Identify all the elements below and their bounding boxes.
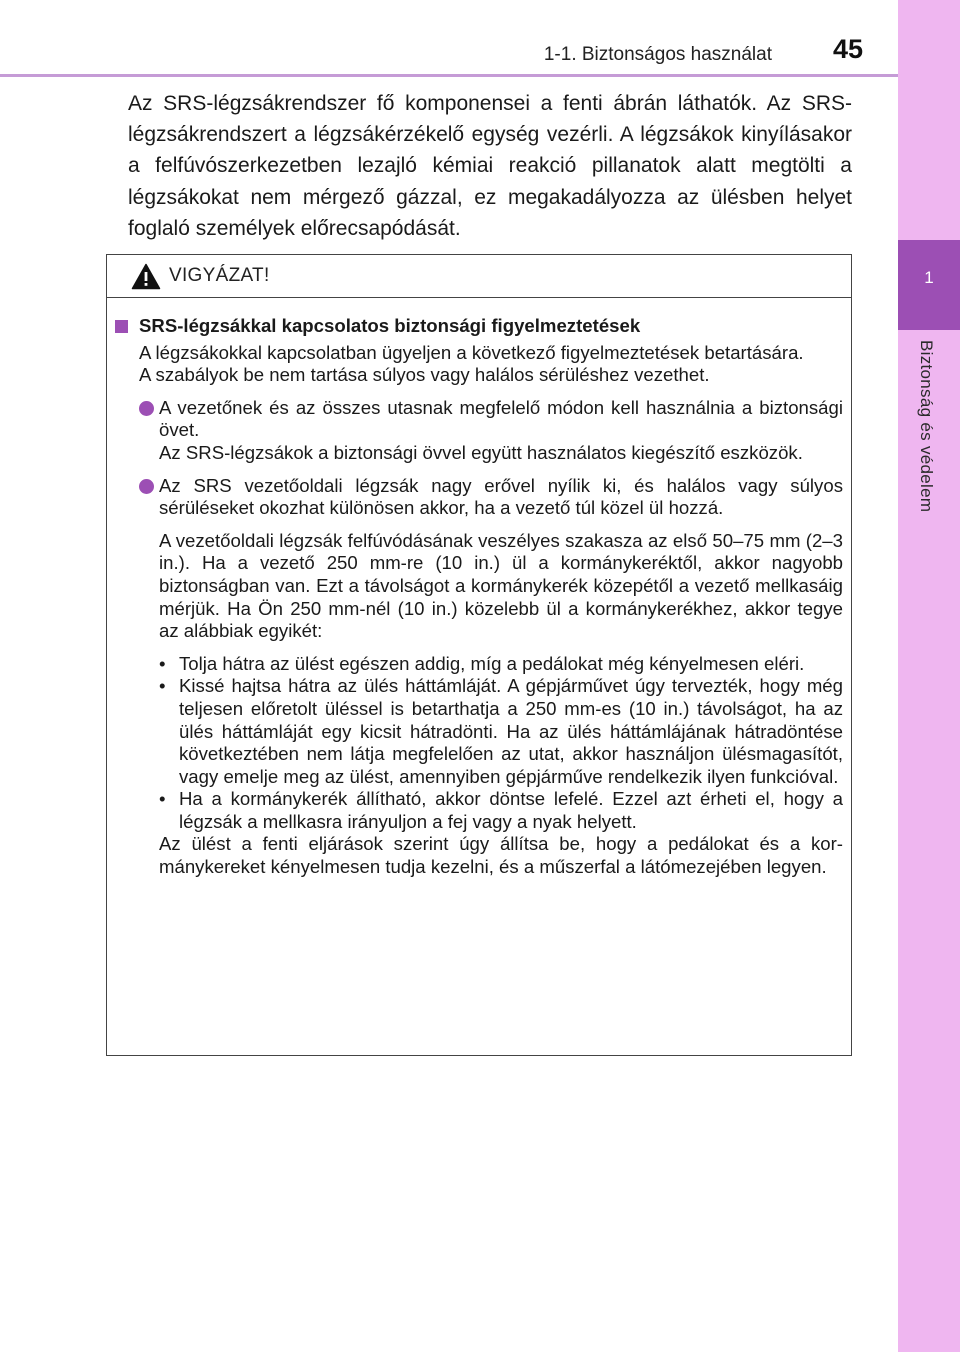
warning-section-heading [115, 315, 843, 338]
list-item [115, 788, 843, 833]
dot-bullet-icon: • [159, 652, 166, 674]
warning-title: VIGYÁZAT! [169, 265, 270, 286]
circle-bullet-icon [139, 401, 154, 416]
dot-bullet-icon: • [159, 675, 166, 697]
bullet-line: Az SRS vezetőoldali légzsák nagy erővel nyílik ki, és halálos vagy súlyos sérüléseket okozhat különösen akkor, ha a vezető túl közel ül hozzá. [159, 474, 843, 519]
warning-body [115, 315, 843, 879]
chapter-number: 1 [924, 268, 934, 287]
list-item [115, 675, 843, 788]
intro-paragraph: Az SRS-légzsákrendszer fő komponensei a fenti ábrán láthatók. Az SRS-légzsákrendszert a légzsákérzékelő egység vezérli. A légzsákok kinyílásakor a felfúvószerkezetben lezajló kémiai reakció pillanatok alatt megtölti a légzsákokat nem mérgező gázzal, ez megakadályozza az ülésben helyet foglaló személyek előrecsapódását. [128, 92, 852, 240]
square-bullet-icon [115, 320, 128, 333]
list-item [115, 653, 843, 676]
warning-bullet [115, 475, 843, 520]
warning-heading-text: SRS-légzsákkal kapcsolatos biztonsági figyelmeztetések [139, 315, 641, 336]
chapter-tab-strip [898, 0, 960, 1352]
warning-line: A légzsákokkal kapcsolatban ügyeljen a következő figyelmeztetések betartására. [139, 341, 804, 363]
warning-box [106, 254, 852, 1056]
page-number: 45 [833, 34, 864, 64]
step-text: Kissé hajtsa hátra az ülés háttámláját. A gépjárművet úgy tervezték, hogy még teljesen előretolt üléssel is betarthatja a 250 mm-es (10 in.) távolságot, ha az ülés háttámláját egy kicsit hátradönti. Ha az ülés háttámlájának hátradöntése következtében nem látja megfelelően az utat, akkor használjon ülésmagasítót, vagy emelje meg az ülést, amennyiben gépjárműve rendelkezik ilyen funkcióval. [179, 675, 843, 787]
bullet-line: A vezetőnek és az összes utasnak megfelelő módon kell használnia a biztonsági övet. [159, 396, 843, 441]
warning-line: A szabályok be nem tartása súlyos vagy halálos sérüléshez vezethet. [139, 364, 710, 386]
chapter-title: Biztonság és védelem [917, 340, 936, 513]
bullet-line: Az SRS-légzsákok a biztonsági övvel együtt használatos kiegészítő eszközök. [159, 441, 803, 463]
dot-bullet-icon: • [159, 788, 166, 810]
distance-paragraph: A vezetőoldali légzsák felfúvódásának veszélyes szakasza az első 50–75 mm (2–3 in.). Ha a vezető 250 mm-re (10 in.) ül a kormánykeréktől, akkor nagyobb biztonságban van. Ezt a távolságot a kormánykerék közepétől a vezető mellkasáig mérjük. Ha Ön 250 mm-nél (10 in.) közelebb ül a kormánykerékhez, akkor tegye az alábbiak egyikét: [159, 529, 843, 642]
warning-triangle-icon [131, 263, 161, 290]
warning-header [107, 255, 851, 298]
steps-list [115, 653, 843, 834]
header-rule [0, 74, 898, 77]
warning-bullet [115, 397, 843, 465]
running-header-section: 1-1. Biztonságos használat [543, 44, 772, 65]
step-text: Tolja hátra az ülést egészen addig, míg a pedálokat még kényelmesen eléri. [179, 652, 805, 674]
closing-paragraph: Az ülést a fenti eljárások szerint úgy állítsa be, hogy a pedálokat és a kormánykereket kényelmesen tudja kezelni, és a műszerfal a látómezejében legyen. [159, 833, 843, 878]
step-text: Ha a kormánykerék állítható, akkor döntse lefelé. Ezzel azt érheti el, hogy a légzsák a mellkasra irányuljon a fej vagy a nyak helyett. [179, 788, 843, 832]
circle-bullet-icon [139, 479, 154, 494]
